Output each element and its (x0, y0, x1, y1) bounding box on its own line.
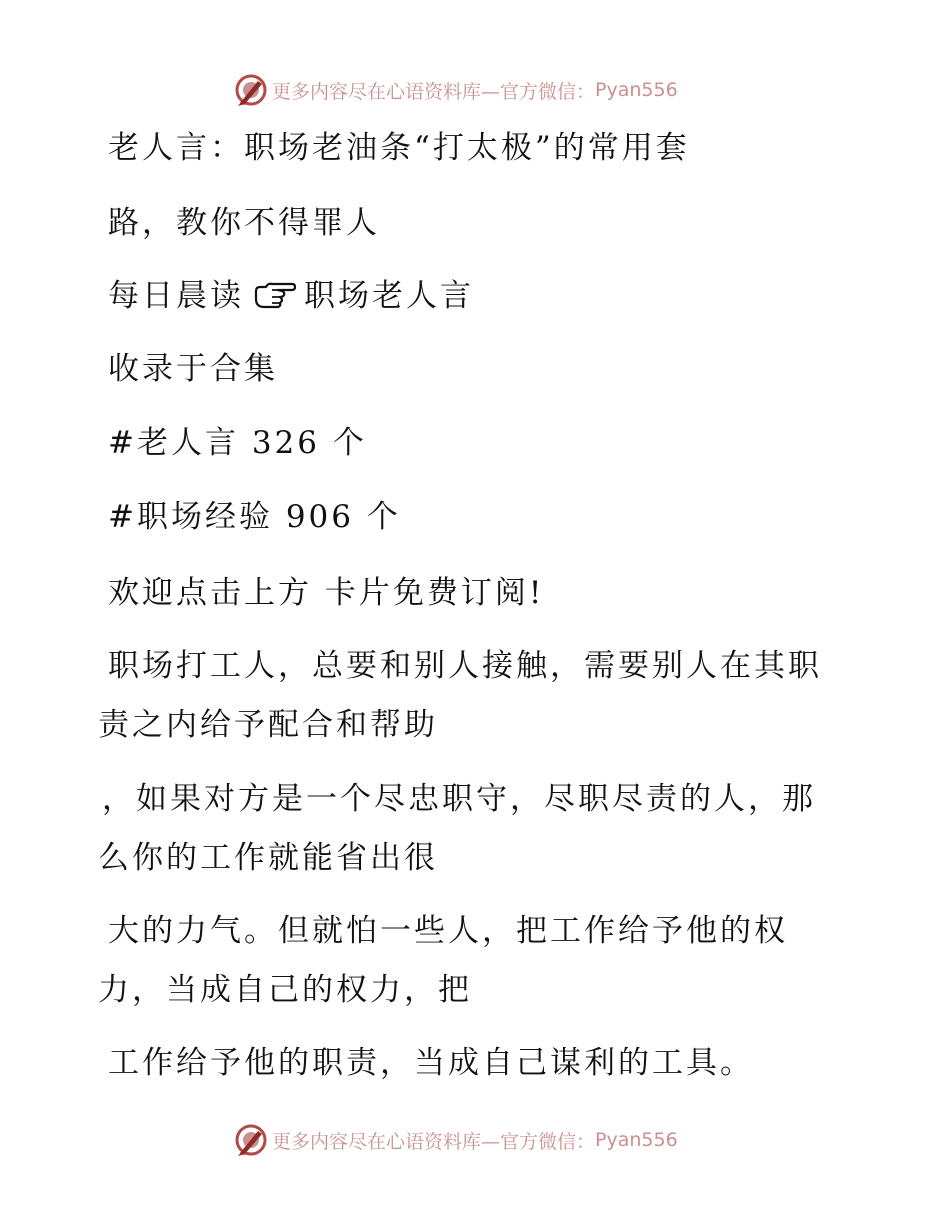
watermark-wechat-id: Pyan556 (595, 79, 678, 101)
paragraph-1-line-1: 职场打工人，总要和别人接触，需要别人在其职 (108, 648, 822, 684)
collection-label: 收录于合集 (108, 351, 278, 387)
subscribe-prompt: 欢迎点击上方 卡片免费订阅! (108, 575, 545, 611)
series-name: 职场老人言 (304, 278, 474, 314)
watermark-wechat-id: Pyan556 (595, 1129, 678, 1151)
paragraph-2-line-1: ，如果对方是一个尽忠职守，尽职尽责的人，那 (102, 781, 816, 817)
pen-seal-logo-icon (234, 73, 268, 107)
watermark-text: 更多内容尽在心语资料库—官方微信： (272, 1130, 596, 1153)
tag-laorenyan[interactable]: #老人言 326 个 (108, 425, 367, 461)
header-watermark (234, 72, 678, 108)
tag-workplace-experience[interactable]: #职场经验 906 个 (108, 499, 401, 535)
paragraph-2-line-2: 么你的工作就能省出很 (98, 840, 438, 876)
paragraph-3-line-2: 力，当成自己的权力，把 (98, 972, 472, 1008)
pointing-hand-icon (252, 279, 296, 309)
paragraph-4-line-1: 工作给予他的职责，当成自己谋利的工具。 (108, 1045, 754, 1081)
paragraph-1-line-2: 责之内给予配合和帮助 (98, 707, 438, 743)
series-line (108, 276, 474, 316)
footer-watermark (234, 1122, 678, 1158)
watermark-text: 更多内容尽在心语资料库—官方微信： (272, 80, 596, 103)
pen-seal-logo-icon (234, 1123, 268, 1157)
paragraph-3-line-1: 大的力气。但就怕一些人，把工作给予他的权 (108, 913, 788, 949)
article-title-line-2: 路，教你不得罪人 (108, 205, 380, 241)
series-prefix: 每日晨读 (108, 278, 244, 314)
article-title-line-1: 老人言：职场老油条“打太极”的常用套 (108, 130, 690, 166)
